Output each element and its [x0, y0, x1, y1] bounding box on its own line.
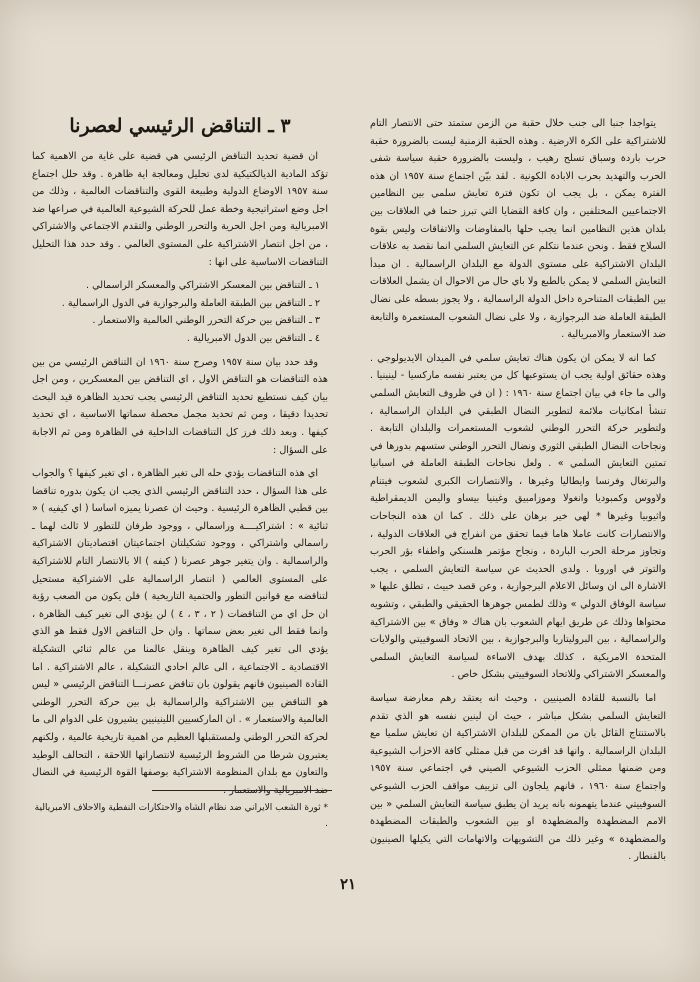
paragraph: اما بالنسبة للقادة الصينيين ، وحيث انه يعتقد رهم معارضة سياسة التعايش السلمي بشكل مباشر ، حيث ان لينين نفسه هو الذي تقدم بالاستنتاج القائل بان من الممكن للبلدان الاشتراكية ان تعايش سلميا مع البلدان الراسمالية . وانها قد اقرت من قبل ممثلي كافة الاحزاب الشيوعية ومن ضمنها ممثلي الحزب الشيوعي الصيني في اجتماعي سنة ١٩٥٧ واجتماع سنة ١٩٦٠ ، فانهم يلجاون الى تزييف مواقف الحزب الشيوعي السوفييتي عندما يتهمونه بانه يريد ان يطبق سياسة التعايش السلمي « بين الامم المضطهدة والمضطهدة او بين الشعوب والطبقات المضطهدة والمضطهدة » وغير ذلك من التشويهات والاتهامات التي يكيلها الصينيون بالقنطار .	[370, 693, 666, 863]
list-item: ٣ ـ التناقض بين حركة التحرر الوطني العالمية والاستعمار .	[92, 315, 320, 327]
page-number: ٢١	[340, 875, 357, 893]
right-column	[370, 115, 666, 872]
contradictions-list	[32, 277, 328, 347]
paragraph: ان قضية تحديد التناقض الرئيسي هي قضية على غاية من الاهمية كما تؤكد المادية الديالكتيكية لدى تحليل ومعالجة اية ظاهرة . وقد حلل اجتماع سنة ١٩٥٧ الاوضاع الدولية وطبيعة القوى والتناقضات العالمية ، وذلك من اجل وضع استراتيجية وخطة عمل للحركة الشيوعية العالمية في صراعها ضد الامبريالية ومن اجل الحرية والتحرر الوطني والتقدم الاجتماعي والاشتراكي ، من اجل انتصار الاشتراكية على المستوى العالمي . وقد حدد هذا التحليل التناقضات الاساسية على انها :	[32, 151, 328, 268]
paragraph: اي هذه التناقضات يؤدي حله الى تغير الظاهرة ، اي تغير كيفها ؟ والجواب على هذا السؤال ، حدد التناقض الرئيسي الذي يجب ان يكون بدوره تناقضا بين قطبي الظاهرة الرئيسية . وحيث ان عصرنا يميزه اساسا ( اي كيفيه ) « ثنائية » : اشتراكيــــة وراسمالي ، ووجود طرفان للتطور لا ثالث لهما ـ راسمالي واشتراكي ، ووجود تشكيلتان اجتماعيتان اقتصاديتان الاشتراكية والراسمالية . وان يتغير جوهر عصرنا ( كيفه ) الا بالانتصار التام للاشتراكية على المستوى العالمي ( انتصار الراسمالية على الاشتراكية مستحيل لتناقضه مع قوانين التطور والحتمية التاريخية ) فلن يكون من الصعب رؤية ان حل اي من التناقضات ( ٢ ، ٣ ، ٤ ) لن يؤدي الى تغير كيف الظاهرة ، وانما فقط الى تغير بعض سماتها . وان حل التناقض الاول فقط هو الذي يؤدي الى تغير كيف الظاهرة وينقل عالمنا من عالم ثنائي التشكيلة الاقتصادية ـ الاجتماعية ، الى عالم احادي التشكيلة ، عالم الاشتراكية . اما القادة الصينيون فانهم يقولون بان تناقض عصرنـــا التناقض الرئيسي « ليس هو التناقض بين الاشتراكية والراسمالية بل بين حركة التحرر الوطني العالمية والاستعمار » . ان الماركسيين اللينينيين يشيرون على الدوام الى ما لحركة التحرر الوطني ولمستقبلها العظيم من اهمية تاريخية عالمية ، ولكنهم يعتبرون شرطا من الشروط الرئيسية لانتصاراتها اللاحقة ، التحالف الوطيد والتعاون مع بلدان المنظومة الاشتراكية بوصفها القوة الرئيسية في النضال ضد الامبريالية والاستعمار .	[32, 468, 328, 796]
left-column	[32, 112, 328, 805]
section-heading: ٣ ـ التناقض الرئيسي لعصرنا	[69, 115, 291, 137]
paragraph: يتواجدا جنبا الى جنب خلال حقبة من الزمن ستمتد حتى الانتصار التام للاشتراكية على الكرة الارضية . وهذه الحقبة الزمنية ليست بالضرورة حقبة حرب باردة وسباق تسلح رهيب ، وليست بالضرورة حقبة سياسة شفى الحرب والتهديد بحرب الابادة الكونية . لقد بيّن اجتماع سنة ١٩٥٧ ان هذه الفترة يمكن ، بل يجب ان تكون فترة تعايش سلمي بين النظامين الاجتماعيين المختلفين ، وان كافة القضايا التي تبرز حتما في العلاقات بين بلدان هذين النظامين انما يجب حلها بالمفاوضات والاتفاقات وليس بقوة السلاح فقط . ونحن عندما نتكلم عن التعايش السلمي انما نقصد به علاقات البلدان الاشتراكية على مستوى الدولة مع البلدان الراسمالية . ان مبدأ التعايش السلمي لا يمكن بالطبع ولا باي حال من الاحوال ان يشمل العلاقات بين الطبقات المتناحرة داخل الدولة الراسمالية ، ولا يجوز بسطه على نضال الطبقة العاملة ضد البرجوازية ، ولا على نضال الشعوب المستعمرة والتابعة ضد الاستعمار والامبريالية .	[370, 118, 666, 341]
list-item: ٢ ـ التناقض بين الطبقة العاملة والبرجوازية في الدول الراسمالية .	[61, 297, 320, 309]
list-item: ١ ـ التناقض بين المعسكر الاشتراكي والمعسكر الراسمالي .	[86, 280, 320, 292]
paragraph: وقد حدد بيان سنة ١٩٥٧ وصرح سنة ١٩٦٠ ان التناقض الرئيسي من بين هذه التناقضات هو التناقض الاول ، اي التناقض بين المعسكرين ، ومن اجل بيان كيف نستطيع تحديد التناقض الرئيسي يجب تحديد الظاهرة قيد البحث تحديدا دقيقا ، ومن ثم تحديد مجمل محصلة سماتها الاساسية ، اي تحديد كيفها . وبعد ذلك فرز كل التناقضات الداخلية في الظاهرة ومن ثم الاجابة على السؤال :	[32, 356, 328, 456]
list-item: ٤ ـ التناقض بين الدول الامبريالية .	[186, 332, 320, 344]
footnote-divider	[152, 790, 332, 791]
paragraph: كما انه لا يمكن ان يكون هناك تعايش سلمي في الميدان الايديولوجي . وهذه حقائق اولية يجب ان يستوعبها كل من يعتبر نفسه ماركسيا - لينينيا . والى ما جاء في بيان اجتماع سنة ١٩٦٠ : ( ان في ظروف التعايش السلمي تنشأ امكانيات ملائمة لتطوير النضال الطبقي في البلدان الراسمالية ، ولتطوير حركة التحرر الوطني لشعوب المستعمرات والبلدان التابعة . ونجاحات النضال الطبقي الثوري ونضال التحرر الوطني ستسهم بدورها في تمتين التعايش السلمي » . ولعل نجاحات الطبقة العاملة في اسبانيا والبرتغال وفرنسا وايطاليا وغيرها ، والانتصارات الكبرى لشعوب فيتنام ولاووس وكمبوديا وانغولا وموزامبيق وغينيا بيساو واليمن الديمقراطية واثيوبيا وغيرها * لهي خير برهان على ذلك . كما ان هذه النجاحات والانتصارات كانت عاملا هاما فيما تحقق من انفراج في العلاقات الدولية ، وتجاوز مرحلة الحرب الباردة ، ونجاح مؤتمر هلسنكي واطفاء بؤر الحرب والتوتر في اوروبا . ولدى الحديث عن سياسة التعايش السلمي ، يجب الاشارة الى ان وسائل الاعلام البرجوازية ، وعن قصد خبيث ، تطلق عليها « سياسة الوفاق الدولي » وذلك لطمس جوهرها الحقيقي والطبقي ، وتشويه محتواها وذلك عن طريق ايهام الشعوب بان هناك « وفاق » بين الاشتراكية والراسمالية ، بين البروليتاريا والبرجوازية ، بين الاتحاد السوفييتي والولايات المتحدة الامريكية ، كذلك بهدف الاساءة لسياسة التعايش السلمي والمعسكر الاشتراكي وللاتحاد السوفييتي بشكل خاص .	[370, 352, 666, 681]
footnote: * ثورة الشعب الايراني ضد نظام الشاه والاحتكارات النفطية والاحلاف الامبريالية .	[34, 803, 328, 829]
